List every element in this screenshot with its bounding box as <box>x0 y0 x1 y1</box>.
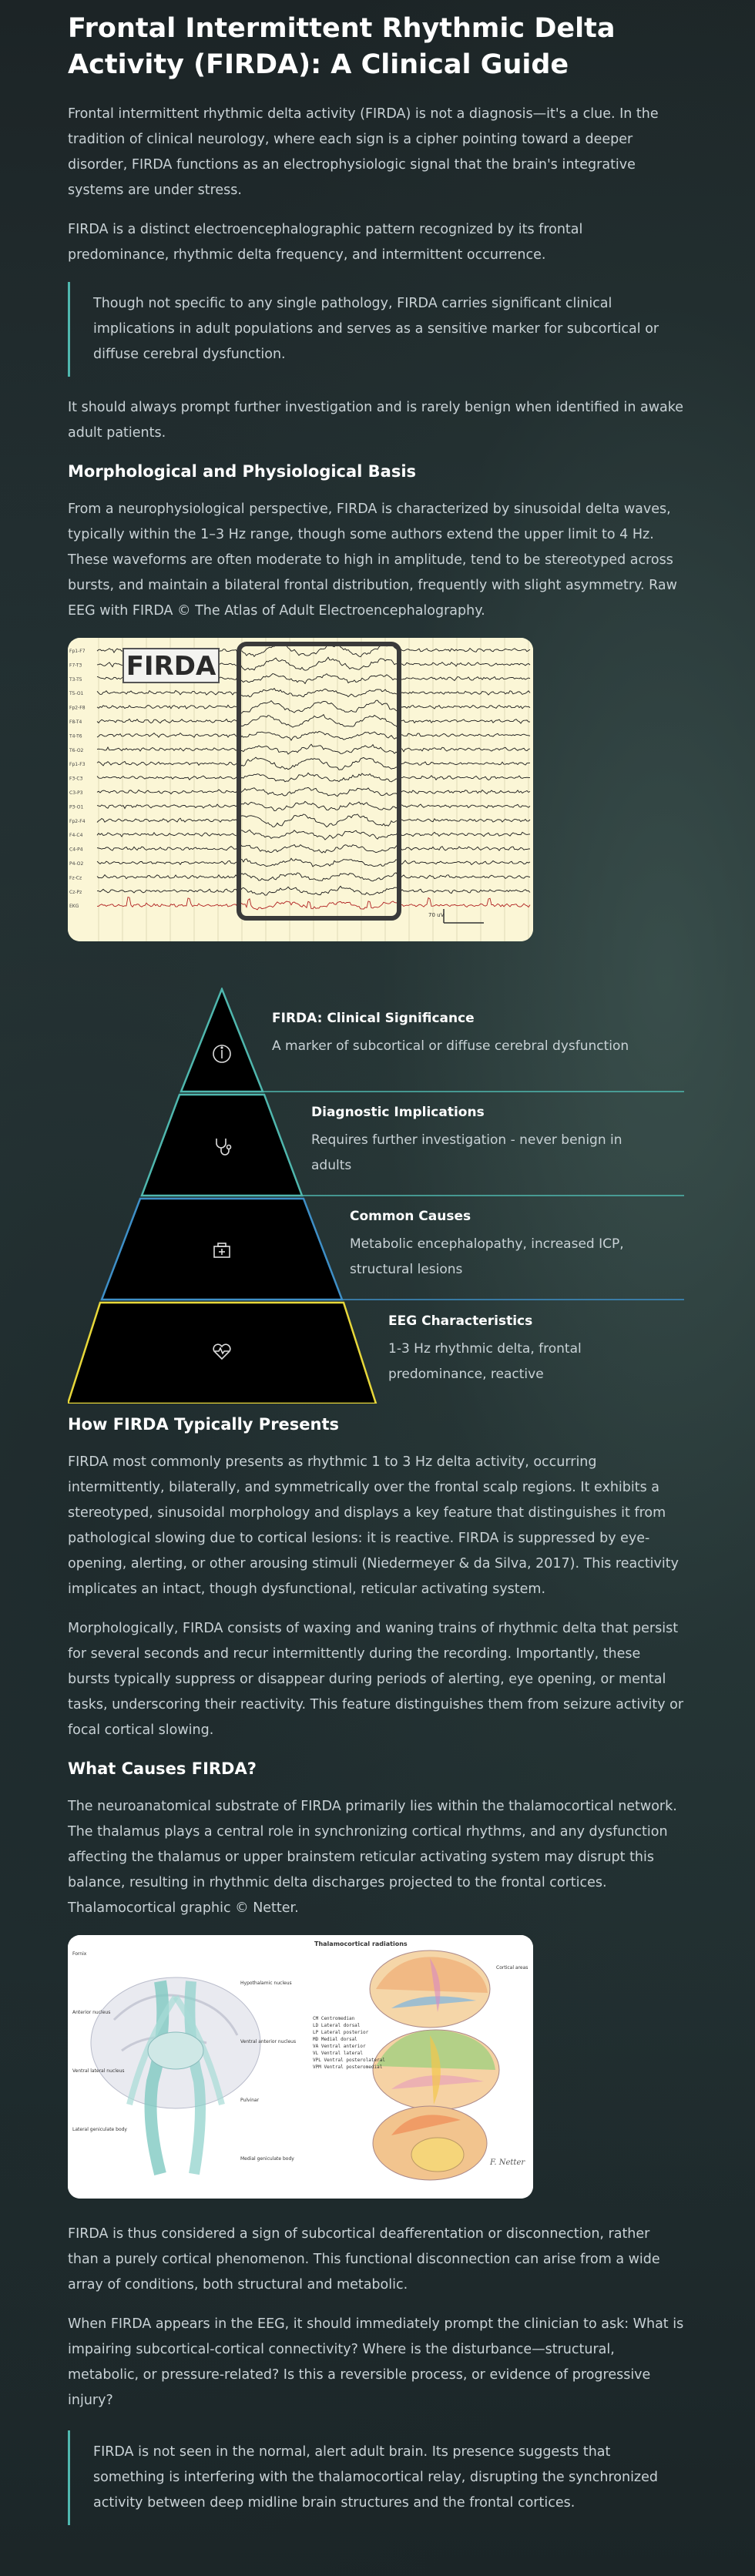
eeg-scale-label: 70 uV <box>428 912 445 918</box>
section-heading-presentation: How FIRDA Typically Presents <box>68 1415 340 1434</box>
netter-left-label: Ventral anterior nucleus <box>240 2039 297 2044</box>
eeg-channel-label: F4-C4 <box>69 833 83 839</box>
pyramid-item-3-desc: Metabolic encephalopathy, increased ICP, structural lesions <box>350 1236 624 1277</box>
netter-left-label: Hypothalamic nucleus <box>240 1981 292 1986</box>
callout-quote-2-text: FIRDA is not seen in the normal, alert adult brain. Its presence suggests that something is interfering with the thalamocortical relay, disrupting the synchronized activity between deep midline brain structures and the frontal cortices. <box>93 2444 658 2511</box>
eeg-channel-label: EKG <box>69 904 79 910</box>
eeg-channel-label: Fp2-F8 <box>69 705 86 711</box>
closing-paragraph-2: When FIRDA appears in the EEG, it should immediately prompt the clinician to ask: What is impairing subcortical-cortical connectivity? Where is the disturbance—structural, metabolic, or pressure-related? Is this a reversible process, or evidence of progressive injury? <box>68 2316 684 2408</box>
netter-legend-item: LD Lateral dorsal <box>313 2023 361 2028</box>
intro-paragraph-3: It should always prompt further investigation and is rarely benign when identified in awake adult patients. <box>68 400 684 441</box>
closing-paragraph-1: FIRDA is thus considered a sign of subcortical deafferentation or disconnection, rather than a purely cortical phenomenon. This functional disconnection can arise from a wide array of conditions, both structural and metabolic. <box>68 2226 660 2293</box>
pyramid-tier-2 <box>142 1095 302 1196</box>
netter-left-label: Ventral lateral nucleus <box>72 2068 125 2074</box>
firda-pyramid <box>68 988 684 1404</box>
pyramid-item-1-desc: A marker of subcortical or diffuse cerebral dysfunction <box>272 1038 629 1054</box>
eeg-channel-label: Fz-Cz <box>69 875 82 881</box>
eeg-channel-label: T3-T5 <box>69 676 82 683</box>
eeg-channel-label: P4-O2 <box>69 861 84 867</box>
netter-legend-item: VPL Ventral posterolateral <box>313 2058 385 2063</box>
pyramid-tier-1 <box>181 989 263 1092</box>
netter-legend-item: VL Ventral lateral <box>313 2051 364 2056</box>
eeg-channel-label: F3-C3 <box>69 776 83 782</box>
eeg-channel-label: Fp1-F3 <box>69 762 86 768</box>
pyramid-item-1-title: FIRDA: Clinical Significance <box>272 1011 475 1026</box>
netter-legend-item: VPM Ventral posteromedial <box>313 2064 383 2070</box>
eeg-channel-label: Fp1-F7 <box>69 649 86 654</box>
presentation-paragraph-1: FIRDA most commonly presents as rhythmic 1 to 3 Hz delta activity, occurring intermittently, bilaterally, and symmetrically over the frontal scalp regions. It exhibits a stereotyped, sinusoidal morphology and displays a key feature that distinguishes it from pathological slowing due to cortical lesions: it is reactive. FIRDA is suppressed by eye-opening, alerting, or other arousing stimuli (Niedermeyer & da Silva, 2017). This reactivity implicates an intact, though dysfunctional, reticular activating system. <box>68 1454 679 1597</box>
eeg-channel-label: Fp2-F4 <box>69 818 86 824</box>
netter-legend-item: CM Centromedian <box>313 2016 355 2021</box>
presentation-paragraph-2: Morphologically, FIRDA consists of waxing and waning trains of rhythmic delta that persist for several seconds and recur intermittently during the recording. Importantly, these bursts typically suppress or disappear during periods of alerting, eye opening, or mental tasks, underscoring their reactivity. This feature distinguishes them from seizure activity or focal cortical slowing. <box>68 1621 684 1738</box>
eeg-channel-label: F7-T3 <box>69 662 82 669</box>
netter-legend-item: LP Lateral posterior <box>313 2030 369 2035</box>
netter-left-label: Pulvinar <box>240 2098 260 2103</box>
netter-signature: F. Netter <box>490 2158 525 2167</box>
netter-legend-item: VA Ventral anterior <box>313 2044 366 2049</box>
callout-quote-2 <box>68 2430 684 2525</box>
eeg-channel-label: F8-T4 <box>69 719 82 725</box>
eeg-channel-label: T5-O1 <box>69 691 84 697</box>
pyramid-item-2-desc: Requires further investigation - never benign in adults <box>311 1132 622 1173</box>
netter-label-cortical: Cortical areas <box>496 1965 528 1971</box>
pyramid-item-2 <box>311 1103 650 1179</box>
intro-paragraph-2: FIRDA is a distinct electroencephalographic pattern recognized by its frontal predominance, rhythmic delta frequency, and intermittent occurrence. <box>68 222 583 263</box>
pyramid-item-4-desc: 1-3 Hz rhythmic delta, frontal predominance, reactive <box>388 1341 582 1382</box>
netter-left-label: Fornix <box>72 1951 87 1957</box>
eeg-channel-label: Cz-Pz <box>69 889 82 895</box>
eeg-image <box>68 638 533 941</box>
thalamocortical-image <box>68 1935 533 2199</box>
eeg-firda-label: FIRDA <box>126 651 216 682</box>
section-heading-causes: What Causes FIRDA? <box>68 1759 257 1778</box>
eeg-channel-label: T4-T6 <box>69 733 82 740</box>
netter-left-label: Medial geniculate body <box>240 2156 294 2162</box>
intro-paragraph-1: Frontal intermittent rhythmic delta activity (FIRDA) is not a diagnosis—it's a clue. In the tradition of clinical neurology, where each sign is a cipher pointing toward a deeper disorder, FIRDA functions as an electrophysiologic signal that the brain's integrative systems are under stress. <box>68 106 659 198</box>
netter-left-label: Lateral geniculate body <box>72 2127 127 2132</box>
netter-heading: Thalamocortical radiations <box>314 1940 408 1947</box>
pyramid-item-2-title: Diagnostic Implications <box>311 1105 485 1120</box>
callout-quote-1 <box>68 282 684 377</box>
page-title: Frontal Intermittent Rhythmic Delta Activity (FIRDA): A Clinical Guide <box>68 13 616 80</box>
pyramid-item-3-title: Common Causes <box>350 1209 471 1224</box>
pyramid-item-3 <box>350 1207 658 1283</box>
section-heading-morphology: Morphological and Physiological Basis <box>68 462 417 481</box>
pyramid-item-4-title: EEG Characteristics <box>388 1313 533 1329</box>
morphology-paragraph: From a neurophysiological perspective, FIRDA is characterized by sinusoidal delta waves, typically within the 1–3 Hz range, though some authors extend the upper limit to 4 Hz. These waveforms are often moderate to high in amplitude, tend to be stereotyped across bursts, and maintain a bilateral frontal distribution, frequently with slight asymmetry. Raw EEG with FIRDA © The Atlas of Adult Electroencephalography. <box>68 501 677 619</box>
pyramid-item-1 <box>272 1009 673 1059</box>
causes-paragraph: The neuroanatomical substrate of FIRDA primarily lies within the thalamocortical network. The thalamus plays a central role in synchronizing cortical rhythms, and any dysfunction affecting the thalamus or upper brainstem reticular activating system may disrupt this balance, resulting in rhythmic delta discharges projected to the frontal cortices. Thalamocortical graphic © Netter. <box>68 1799 677 1916</box>
netter-legend-item: MD Medial dorsal <box>313 2037 357 2042</box>
eeg-trace-graphic <box>68 638 533 941</box>
eeg-channel-label: P3-O1 <box>69 804 84 810</box>
callout-quote-1-text: Though not specific to any single pathology, FIRDA carries significant clinical implications in adult populations and serves as a sensitive marker for subcortical or diffuse cerebral dysfunction. <box>93 296 659 362</box>
eeg-channel-label: C3-P3 <box>69 790 83 796</box>
eeg-channel-label: C4-P4 <box>69 847 83 853</box>
eeg-channel-label: T6-O2 <box>69 747 84 753</box>
article <box>68 11 684 2525</box>
netter-left-label: Anterior nucleus <box>72 2010 111 2015</box>
thalamocortical-graphic <box>68 1935 533 2199</box>
pyramid-item-4 <box>388 1312 666 1387</box>
